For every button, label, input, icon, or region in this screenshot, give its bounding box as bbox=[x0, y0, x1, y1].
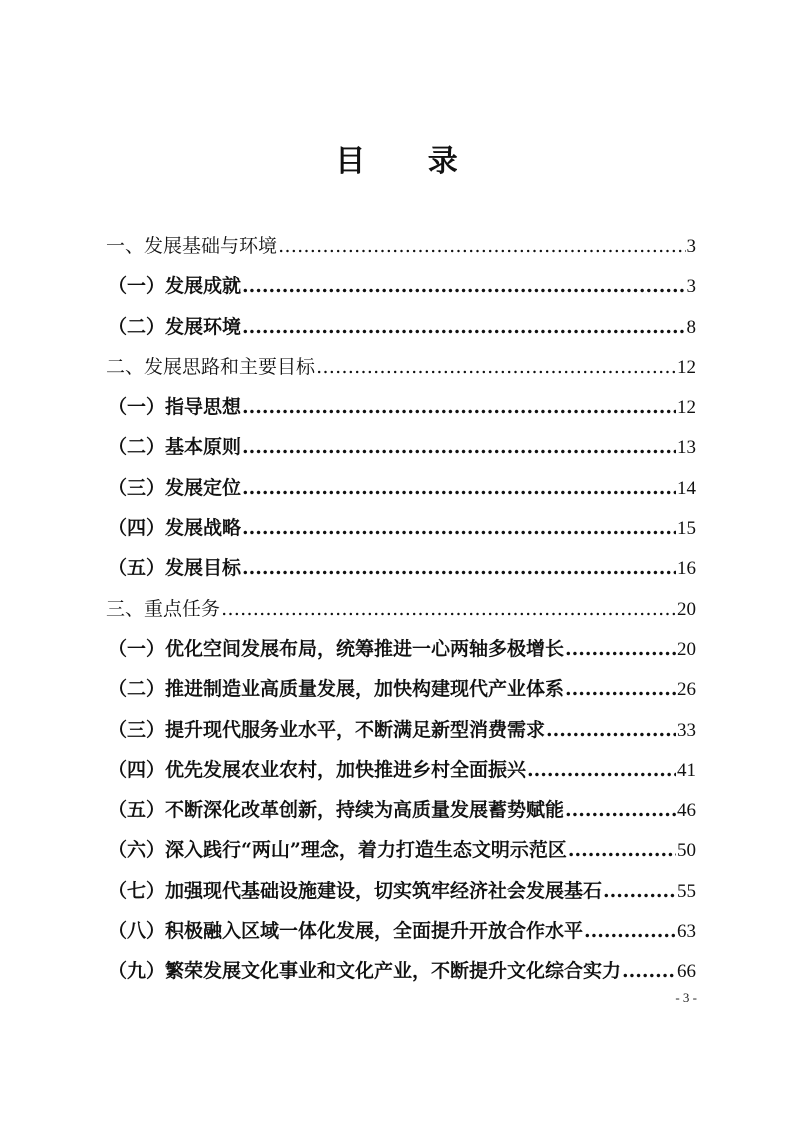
toc-entry[interactable] bbox=[106, 790, 696, 830]
toc-entry-label: （一）优化空间发展布局，统筹推进一心两轴多极增长 bbox=[108, 637, 565, 660]
toc-entry-label: （四）发展战略 bbox=[108, 517, 242, 540]
toc-entry-label: （四）优先发展农业农村，加快推进乡村全面振兴 bbox=[108, 758, 527, 781]
toc-entry[interactable] bbox=[106, 307, 696, 347]
toc-entry[interactable] bbox=[106, 830, 696, 870]
table-of-contents bbox=[106, 226, 696, 992]
toc-entry-page: 3 bbox=[686, 276, 696, 298]
toc-leader-dots bbox=[221, 589, 676, 629]
toc-entry[interactable] bbox=[106, 710, 696, 750]
toc-entry[interactable] bbox=[106, 468, 696, 508]
toc-leader-dots bbox=[565, 790, 676, 830]
toc-entry-page: 3 bbox=[686, 236, 696, 257]
toc-entry-label: 二、发展思路和主要目标 bbox=[106, 355, 316, 378]
toc-entry-label: （二）基本原则 bbox=[108, 436, 242, 459]
toc-entry-label: （五）不断深化改革创新，持续为高质量发展蓄势赋能 bbox=[108, 799, 565, 822]
toc-entry-page: 13 bbox=[677, 437, 696, 459]
toc-entry-page: 12 bbox=[677, 397, 696, 419]
toc-entry-page: 46 bbox=[677, 800, 696, 822]
toc-entry-label: （一）指导思想 bbox=[108, 396, 242, 419]
toc-entry[interactable] bbox=[106, 347, 696, 387]
toc-leader-dots bbox=[565, 669, 676, 709]
toc-leader-dots bbox=[527, 750, 676, 790]
toc-entry[interactable] bbox=[106, 871, 696, 911]
toc-entry-page: 16 bbox=[677, 558, 696, 580]
toc-entry-label: 一、发展基础与环境 bbox=[106, 235, 278, 257]
toc-entry[interactable] bbox=[106, 750, 696, 790]
toc-leader-dots bbox=[242, 307, 685, 347]
toc-entry-label: （二）发展环境 bbox=[108, 315, 242, 338]
page-number: - 3 - bbox=[675, 990, 697, 1005]
page-title: 目 录 bbox=[335, 144, 484, 179]
toc-leader-dots bbox=[316, 347, 676, 387]
toc-leader-dots bbox=[242, 387, 676, 427]
toc-entry-label: （六）深入践行“两山”理念，着力打造生态文明示范区 bbox=[108, 839, 567, 862]
toc-entry-page: 20 bbox=[677, 598, 696, 620]
toc-entry[interactable] bbox=[106, 548, 696, 588]
toc-entry-label: （三）提升现代服务业水平，不断满足新型消费需求 bbox=[108, 718, 546, 741]
toc-entry[interactable] bbox=[106, 951, 696, 991]
toc-entry[interactable] bbox=[106, 508, 696, 548]
toc-entry-label: （五）发展目标 bbox=[108, 557, 242, 580]
toc-leader-dots bbox=[242, 266, 685, 306]
toc-entry-label: （三）发展定位 bbox=[108, 476, 242, 499]
toc-entry[interactable] bbox=[106, 911, 696, 951]
toc-entry[interactable] bbox=[106, 669, 696, 709]
toc-leader-dots bbox=[242, 508, 676, 548]
toc-leader-dots bbox=[546, 710, 676, 750]
toc-entry[interactable] bbox=[106, 266, 696, 306]
toc-leader-dots bbox=[565, 629, 676, 669]
toc-entry[interactable] bbox=[106, 629, 696, 669]
toc-leader-dots bbox=[568, 830, 676, 870]
toc-leader-dots bbox=[242, 427, 676, 467]
toc-entry-page: 12 bbox=[677, 356, 696, 378]
toc-entry[interactable] bbox=[106, 387, 696, 427]
toc-entry-page: 15 bbox=[677, 518, 696, 540]
toc-leader-dots bbox=[622, 951, 676, 991]
toc-entry-page: 63 bbox=[677, 921, 696, 943]
toc-entry-page: 50 bbox=[677, 840, 696, 862]
toc-leader-dots bbox=[278, 226, 685, 266]
toc-entry-page: 26 bbox=[677, 679, 696, 701]
toc-entry-label: （七）加强现代基础设施建设，切实筑牢经济社会发展基石 bbox=[108, 879, 603, 902]
toc-entry-page: 20 bbox=[677, 638, 696, 660]
toc-leader-dots bbox=[584, 911, 676, 951]
toc-leader-dots bbox=[242, 468, 676, 508]
toc-entry-page: 33 bbox=[677, 719, 696, 741]
toc-entry-label: （八）积极融入区域一体化发展，全面提升开放合作水平 bbox=[108, 920, 584, 943]
toc-entry-label: （一）发展成就 bbox=[108, 275, 242, 298]
toc-entry-label: （二）推进制造业高质量发展，加快构建现代产业体系 bbox=[108, 678, 565, 701]
toc-leader-dots bbox=[242, 548, 676, 588]
toc-entry-page: 14 bbox=[677, 477, 696, 499]
toc-entry-page: 41 bbox=[677, 759, 696, 781]
toc-entry-page: 55 bbox=[677, 880, 696, 902]
toc-entry-page: 66 bbox=[677, 961, 696, 983]
toc-entry[interactable] bbox=[106, 226, 696, 266]
toc-leader-dots bbox=[603, 871, 676, 911]
toc-entry[interactable] bbox=[106, 427, 696, 467]
toc-entry-page: 8 bbox=[686, 316, 696, 338]
toc-entry-label: 三、重点任务 bbox=[106, 597, 221, 620]
toc-entry[interactable] bbox=[106, 589, 696, 629]
toc-entry-label: （九）繁荣发展文化事业和文化产业，不断提升文化综合实力 bbox=[108, 960, 622, 983]
